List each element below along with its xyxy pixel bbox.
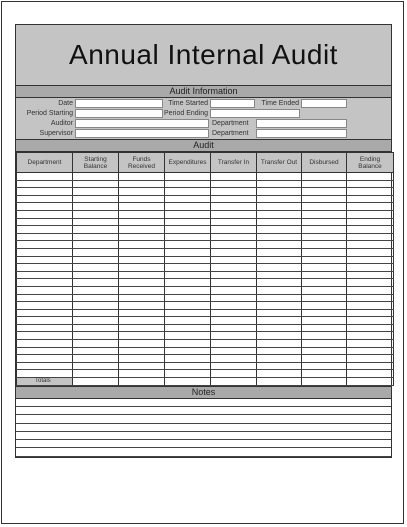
department-label: Department [212,120,249,127]
table-row [17,340,394,348]
table-cell[interactable] [165,233,211,241]
table-cell[interactable] [302,340,347,348]
table-cell[interactable] [17,210,73,218]
table-cell[interactable] [257,340,302,348]
table-row [17,347,394,355]
time-started-field[interactable] [210,99,255,108]
table-cell[interactable] [211,241,257,249]
time-ended-label: Time Ended [261,100,299,107]
table-cell[interactable] [347,256,394,264]
table-cell[interactable] [17,203,73,211]
table-cell[interactable] [17,279,73,287]
table-cell[interactable] [119,317,165,325]
table-cell[interactable] [257,180,302,188]
table-cell[interactable] [165,218,211,226]
column-header: Disbursed [302,153,347,173]
table-cell[interactable] [73,195,119,203]
table-cell[interactable] [302,324,347,332]
form-page [1,1,404,524]
table-row [17,264,394,272]
table-cell[interactable] [119,203,165,211]
table-cell[interactable] [119,210,165,218]
table-cell[interactable] [17,248,73,256]
table-cell[interactable] [302,218,347,226]
table-cell[interactable] [347,218,394,226]
table-cell[interactable] [17,195,73,203]
period-ending-label: Period Ending [164,110,208,117]
table-cell[interactable] [17,256,73,264]
totals-cell[interactable] [302,378,347,386]
table-cell[interactable] [302,248,347,256]
table-cell[interactable] [257,324,302,332]
time-ended-field[interactable] [301,99,347,108]
table-cell[interactable] [211,173,257,181]
table-cell[interactable] [73,279,119,287]
table-cell[interactable] [347,362,394,370]
table-row [17,173,394,181]
table-cell[interactable] [302,256,347,264]
table-cell[interactable] [257,332,302,340]
table-cell[interactable] [165,264,211,272]
table-cell[interactable] [119,347,165,355]
table-cell[interactable] [302,203,347,211]
table-cell[interactable] [347,195,394,203]
table-cell[interactable] [119,294,165,302]
audit-section-header: Audit [16,140,391,152]
table-cell[interactable] [165,188,211,196]
table-cell[interactable] [347,355,394,363]
table-cell[interactable] [17,188,73,196]
table-cell[interactable] [165,210,211,218]
table-cell[interactable] [119,309,165,317]
table-cell[interactable] [73,241,119,249]
table-cell[interactable] [347,324,394,332]
table-cell[interactable] [119,248,165,256]
table-cell[interactable] [73,264,119,272]
table-cell[interactable] [211,203,257,211]
table-cell[interactable] [165,362,211,370]
table-row [17,370,394,378]
table-cell[interactable] [257,362,302,370]
table-cell[interactable] [165,195,211,203]
department-2-label: Department [212,130,249,137]
table-cell[interactable] [302,286,347,294]
table-cell[interactable] [165,347,211,355]
table-cell[interactable] [73,302,119,310]
column-header: Transfer Out [257,153,302,173]
table-cell[interactable] [73,226,119,234]
table-cell[interactable] [119,173,165,181]
table-row [17,302,394,310]
table-cell[interactable] [302,347,347,355]
table-row [17,317,394,325]
table-row [17,188,394,196]
table-cell[interactable] [257,233,302,241]
table-cell[interactable] [257,309,302,317]
table-cell[interactable] [211,294,257,302]
table-cell[interactable] [257,210,302,218]
table-cell[interactable] [17,347,73,355]
table-cell[interactable] [347,347,394,355]
department-2-field[interactable] [256,129,347,138]
date-field[interactable] [75,99,163,108]
table-cell[interactable] [165,241,211,249]
table-cell[interactable] [119,256,165,264]
table-cell[interactable] [211,218,257,226]
table-cell[interactable] [257,248,302,256]
table-cell[interactable] [347,309,394,317]
notes-line[interactable] [16,415,391,423]
table-cell[interactable] [257,218,302,226]
table-cell[interactable] [211,317,257,325]
totals-cell[interactable] [211,378,257,386]
table-cell[interactable] [257,195,302,203]
table-cell[interactable] [257,241,302,249]
department-field[interactable] [256,119,347,128]
table-cell[interactable] [302,188,347,196]
table-row [17,324,394,332]
table-cell[interactable] [165,173,211,181]
table-cell[interactable] [165,248,211,256]
table-cell[interactable] [257,203,302,211]
table-cell[interactable] [73,355,119,363]
table-cell[interactable] [119,340,165,348]
table-cell[interactable] [73,233,119,241]
totals-cell[interactable] [257,378,302,386]
table-cell[interactable] [165,309,211,317]
totals-cell[interactable] [165,378,211,386]
table-cell[interactable] [73,332,119,340]
table-cell[interactable] [73,309,119,317]
auditor-field[interactable] [75,119,209,128]
table-cell[interactable] [119,195,165,203]
table-cell[interactable] [73,188,119,196]
table-cell[interactable] [211,279,257,287]
table-cell[interactable] [211,256,257,264]
table-cell[interactable] [302,271,347,279]
date-label: Date [58,100,73,107]
table-cell[interactable] [165,294,211,302]
column-header: Ending Balance [347,153,394,173]
table-cell[interactable] [17,324,73,332]
table-cell[interactable] [165,355,211,363]
supervisor-label: Supervisor [39,130,73,137]
table-cell[interactable] [17,355,73,363]
table-cell[interactable] [211,195,257,203]
table-cell[interactable] [119,370,165,378]
table-cell[interactable] [165,180,211,188]
table-cell[interactable] [347,233,394,241]
table-cell[interactable] [165,271,211,279]
table-cell[interactable] [73,248,119,256]
table-cell[interactable] [257,347,302,355]
table-cell[interactable] [17,286,73,294]
table-cell[interactable] [73,173,119,181]
totals-cell[interactable] [119,378,165,386]
totals-row [17,378,394,386]
table-cell[interactable] [165,324,211,332]
table-cell[interactable] [73,210,119,218]
table-cell[interactable] [119,355,165,363]
audit-information-header: Audit Information [16,86,391,98]
table-cell[interactable] [211,340,257,348]
table-cell[interactable] [211,233,257,241]
table-cell[interactable] [17,241,73,249]
table-cell[interactable] [165,286,211,294]
table-cell[interactable] [302,210,347,218]
table-cell[interactable] [17,317,73,325]
table-cell[interactable] [302,233,347,241]
table-cell[interactable] [257,264,302,272]
table-cell[interactable] [17,271,73,279]
table-cell[interactable] [347,286,394,294]
table-cell[interactable] [17,180,73,188]
table-cell[interactable] [73,256,119,264]
table-cell[interactable] [211,332,257,340]
table-row [17,294,394,302]
table-cell[interactable] [347,332,394,340]
table-cell[interactable] [73,271,119,279]
table-row [17,241,394,249]
table-cell[interactable] [347,173,394,181]
auditor-label: Auditor [50,120,73,127]
totals-label: Totals [17,378,73,386]
audit-table-body [17,173,394,386]
table-cell[interactable] [347,271,394,279]
table-cell[interactable] [211,264,257,272]
table-cell[interactable] [211,362,257,370]
table-cell[interactable] [347,180,394,188]
table-cell[interactable] [211,180,257,188]
table-cell[interactable] [73,362,119,370]
time-started-label: Time Started [168,100,208,107]
table-cell[interactable] [211,271,257,279]
table-row [17,226,394,234]
table-cell[interactable] [73,370,119,378]
table-cell[interactable] [257,294,302,302]
table-cell[interactable] [302,173,347,181]
table-cell[interactable] [119,241,165,249]
table-cell[interactable] [347,210,394,218]
notes-line[interactable] [16,399,391,407]
table-cell[interactable] [119,332,165,340]
table-cell[interactable] [17,332,73,340]
table-cell[interactable] [347,226,394,234]
notes-line[interactable] [16,448,391,456]
table-cell[interactable] [257,256,302,264]
table-cell[interactable] [73,317,119,325]
table-cell[interactable] [257,173,302,181]
table-cell[interactable] [347,188,394,196]
table-cell[interactable] [302,226,347,234]
notes-line[interactable] [16,440,391,448]
period-ending-field[interactable] [210,109,300,118]
table-cell[interactable] [165,203,211,211]
table-cell[interactable] [257,271,302,279]
table-row [17,203,394,211]
period-starting-label: Period Starting [26,110,73,117]
table-cell[interactable] [302,317,347,325]
table-cell[interactable] [257,302,302,310]
table-cell[interactable] [17,340,73,348]
table-cell[interactable] [17,226,73,234]
table-cell[interactable] [302,279,347,287]
notes-line[interactable] [16,424,391,432]
table-cell[interactable] [17,264,73,272]
audit-table [16,152,394,386]
table-cell[interactable] [17,370,73,378]
table-row [17,233,394,241]
table-cell[interactable] [302,355,347,363]
table-cell[interactable] [211,286,257,294]
table-cell[interactable] [211,324,257,332]
table-cell[interactable] [347,248,394,256]
table-cell[interactable] [347,302,394,310]
table-cell[interactable] [347,294,394,302]
table-cell[interactable] [347,340,394,348]
table-cell[interactable] [302,195,347,203]
title-banner [16,25,391,86]
table-cell[interactable] [119,362,165,370]
table-cell[interactable] [165,340,211,348]
table-cell[interactable] [119,233,165,241]
supervisor-field[interactable] [75,129,209,138]
table-cell[interactable] [211,355,257,363]
table-cell[interactable] [347,241,394,249]
table-cell[interactable] [165,256,211,264]
table-cell[interactable] [257,188,302,196]
table-cell[interactable] [302,362,347,370]
table-row [17,248,394,256]
table-cell[interactable] [302,241,347,249]
table-cell[interactable] [119,302,165,310]
table-cell[interactable] [119,324,165,332]
table-cell[interactable] [119,271,165,279]
table-cell[interactable] [302,180,347,188]
table-cell[interactable] [347,370,394,378]
table-cell[interactable] [211,210,257,218]
table-row [17,279,394,287]
table-cell[interactable] [73,347,119,355]
table-cell[interactable] [211,302,257,310]
table-cell[interactable] [119,286,165,294]
table-row [17,218,394,226]
table-cell[interactable] [119,218,165,226]
table-row [17,180,394,188]
column-header: Starting Balance [73,153,119,173]
table-cell[interactable] [257,370,302,378]
notes-section [16,399,391,457]
table-cell[interactable] [302,332,347,340]
table-cell[interactable] [165,279,211,287]
table-cell[interactable] [211,188,257,196]
table-cell[interactable] [211,248,257,256]
table-cell[interactable] [73,324,119,332]
table-row [17,256,394,264]
table-cell[interactable] [73,203,119,211]
column-header: Expenditures [165,153,211,173]
table-cell[interactable] [257,317,302,325]
audit-form [15,24,392,458]
table-cell[interactable] [347,279,394,287]
table-cell[interactable] [302,294,347,302]
table-cell[interactable] [73,180,119,188]
totals-cell[interactable] [73,378,119,386]
notes-line[interactable] [16,407,391,415]
table-cell[interactable] [119,264,165,272]
table-cell[interactable] [17,302,73,310]
table-cell[interactable] [17,233,73,241]
table-cell[interactable] [257,286,302,294]
table-cell[interactable] [17,309,73,317]
table-cell[interactable] [73,218,119,226]
period-starting-field[interactable] [75,109,163,118]
audit-table-header-row [17,153,394,173]
table-cell[interactable] [257,226,302,234]
table-cell[interactable] [165,332,211,340]
table-cell[interactable] [17,218,73,226]
table-cell[interactable] [73,286,119,294]
table-row [17,362,394,370]
table-cell[interactable] [302,302,347,310]
table-cell[interactable] [17,362,73,370]
table-cell[interactable] [347,264,394,272]
table-cell[interactable] [165,302,211,310]
table-cell[interactable] [257,279,302,287]
table-cell[interactable] [211,347,257,355]
table-cell[interactable] [302,309,347,317]
table-cell[interactable] [17,294,73,302]
table-cell[interactable] [119,188,165,196]
column-header: Transfer In [211,153,257,173]
totals-cell[interactable] [347,378,394,386]
table-cell[interactable] [211,370,257,378]
notes-header: Notes [16,386,391,399]
table-cell[interactable] [165,226,211,234]
table-cell[interactable] [347,317,394,325]
table-cell[interactable] [17,173,73,181]
table-cell[interactable] [119,180,165,188]
table-cell[interactable] [73,340,119,348]
table-row [17,195,394,203]
table-cell[interactable] [302,370,347,378]
table-cell[interactable] [211,226,257,234]
table-cell[interactable] [347,203,394,211]
table-cell[interactable] [119,279,165,287]
table-row [17,271,394,279]
column-header: Funds Received [119,153,165,173]
table-cell[interactable] [73,294,119,302]
table-cell[interactable] [302,264,347,272]
table-row [17,309,394,317]
table-row [17,332,394,340]
table-cell[interactable] [257,355,302,363]
column-header: Department [17,153,73,173]
notes-line[interactable] [16,432,391,440]
table-cell[interactable] [211,309,257,317]
table-cell[interactable] [119,226,165,234]
table-row [17,355,394,363]
table-row [17,286,394,294]
table-cell[interactable] [165,317,211,325]
table-cell[interactable] [165,370,211,378]
table-row [17,210,394,218]
audit-information-section [16,98,391,140]
page-title: Annual Internal Audit [69,39,338,70]
